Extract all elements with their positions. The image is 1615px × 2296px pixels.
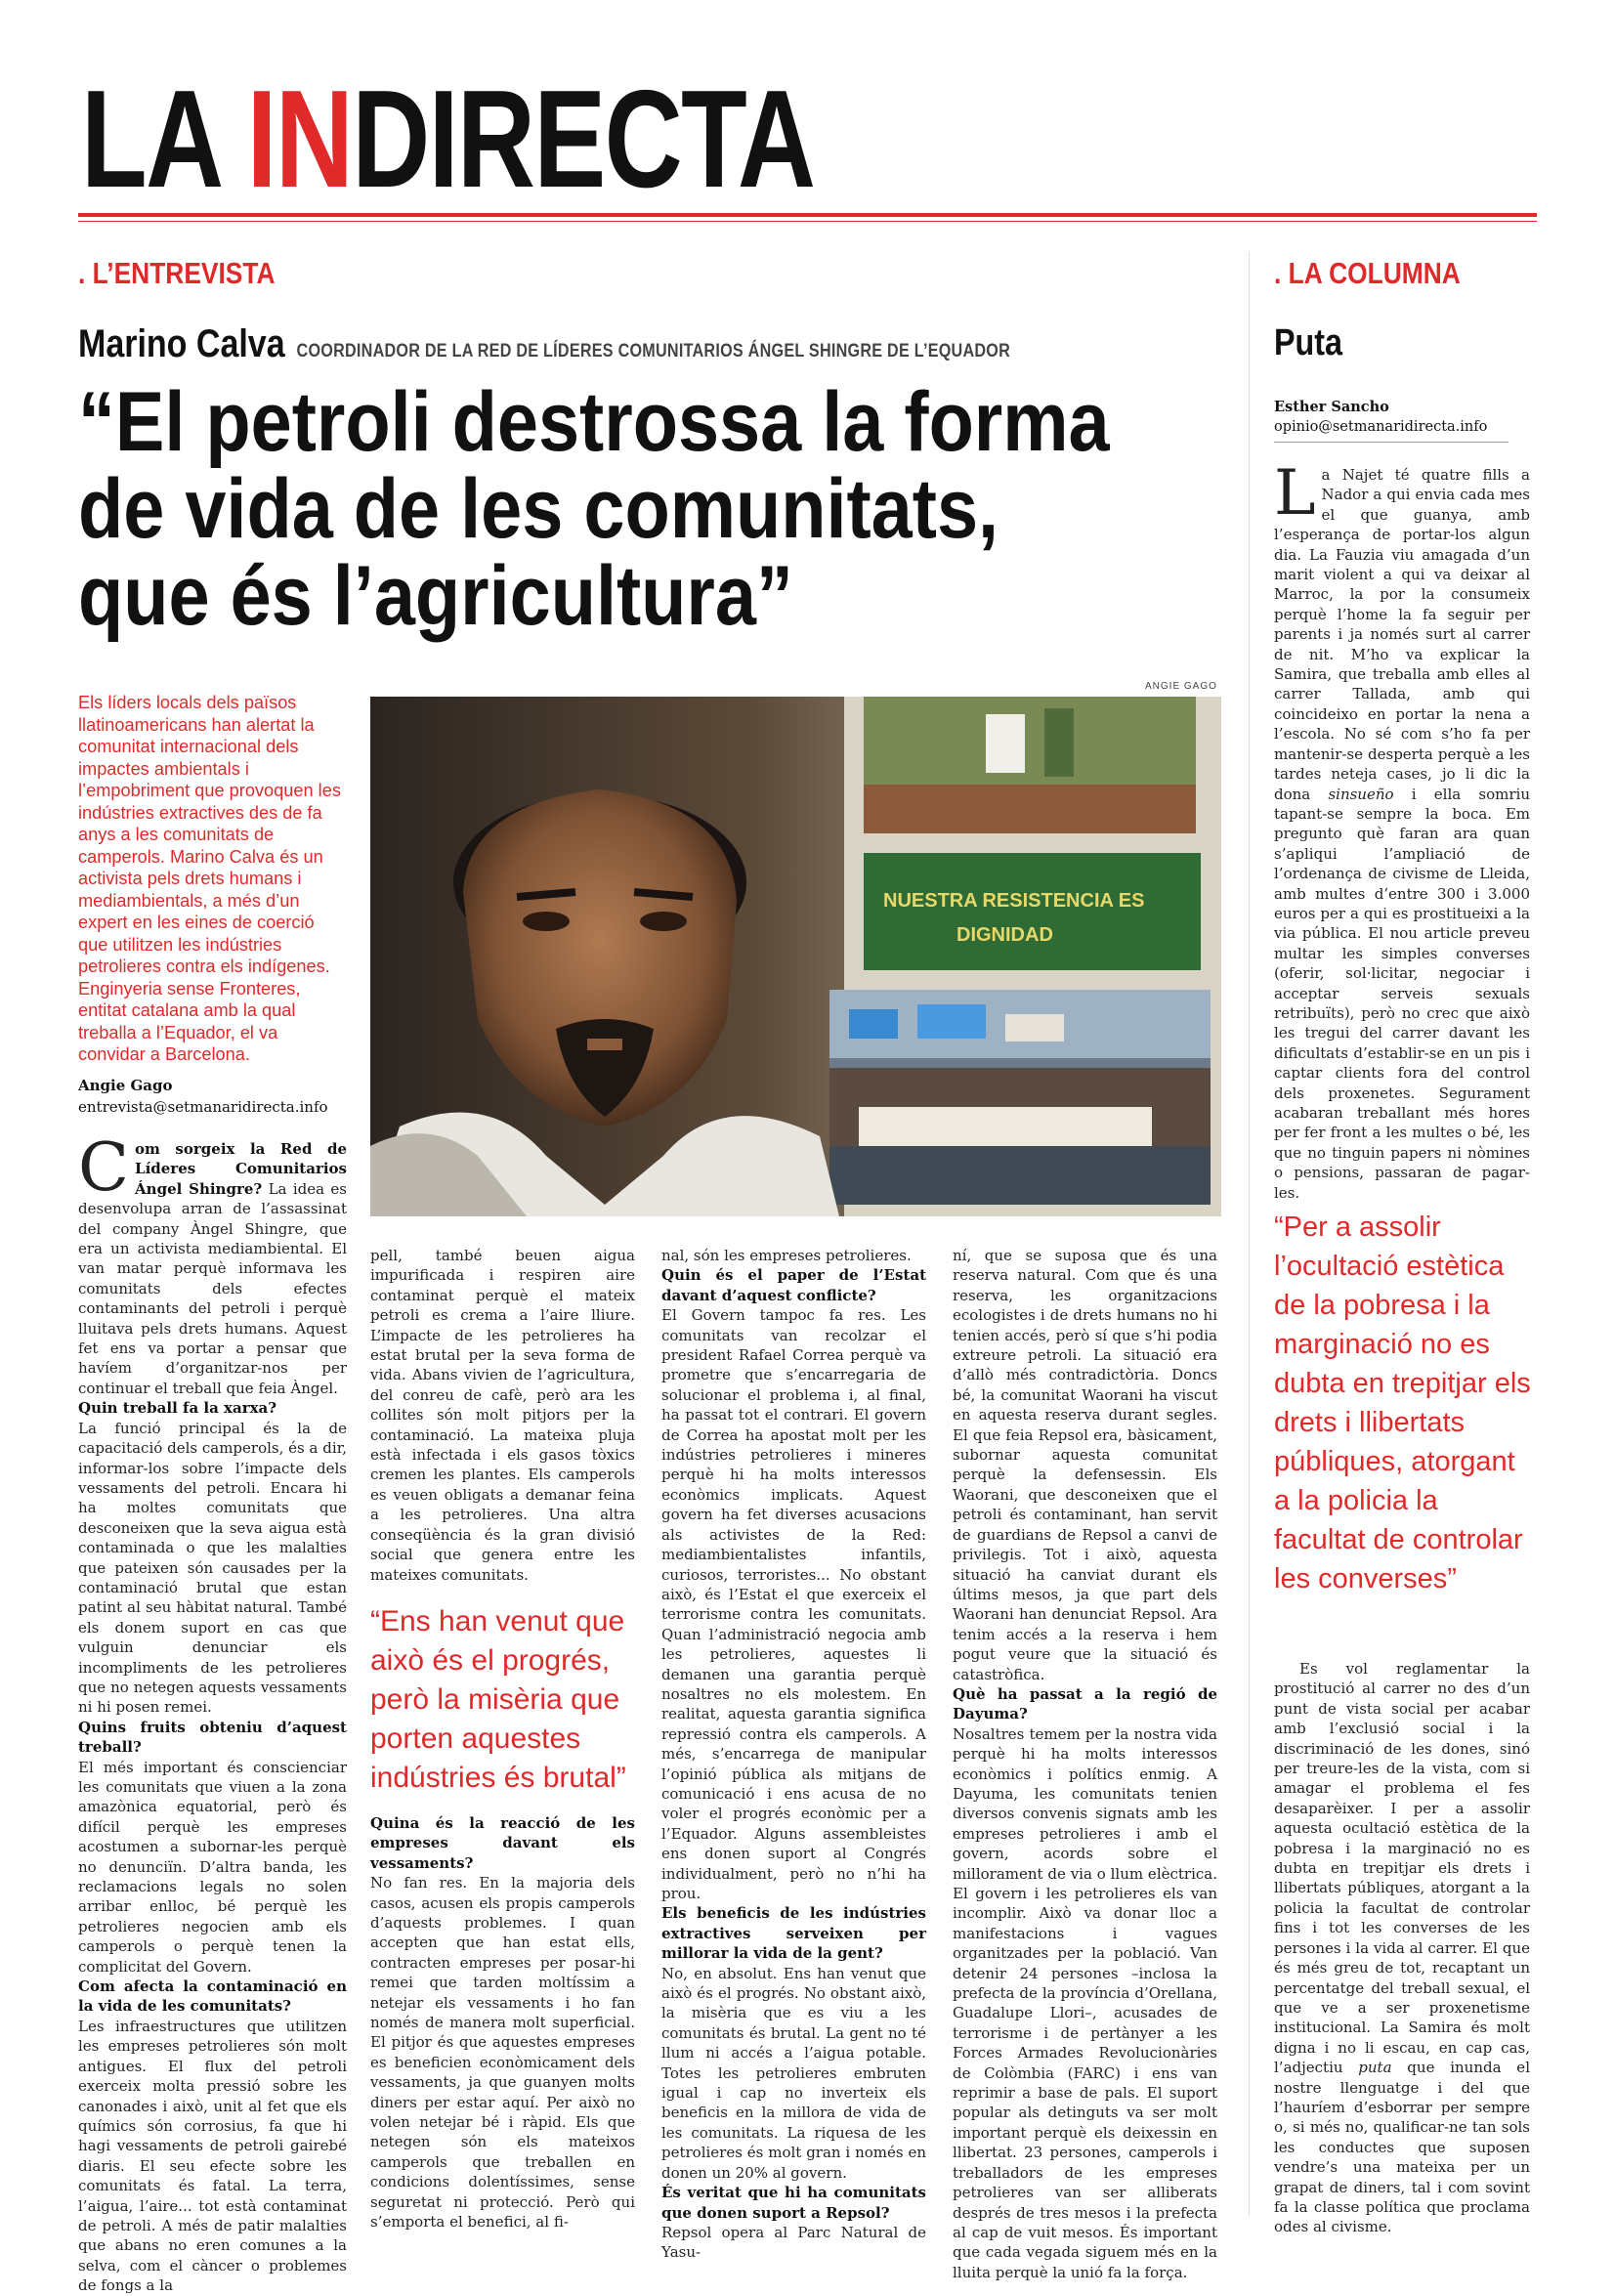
interviewee-name: Marino Calva [78,322,285,365]
answer: Repsol opera al Parc Natural de Yasu- [661,2223,926,2262]
answer: El Govern tampoc fa res. Les comunitats van recolzar el president Rafael Correa perquè va prometre que s’encarregaria de solucionar el problema i, al final, ha passat tot el contrari. El govern de Correa ha apostat molt per les indústries petrolieres i mineres perquè hi ha molts interessos econòmics implicats. Aquest govern ha fet diverses acusacions als activistes de la Red: mediambientalistes infantils, curiosos, terroristes... No obstant això, és l’Estat el que exerceix el terrorisme contra les comunitats. Quan l’administració negocia amb les petrolieres, aquestes li demanen una garantia perquè nosaltres no els molestem. En realitat, aquesta garantia significa repressió contra els camperols. A més, s’encarrega de manipular l’opinió pública als mitjans de comunicació i ens acusa de no voler el progrés econòmic per a l’Equador. Alguns assembleistes ens donen suport al Congrés individualment, però no n’hi ha prou. [661,1306,926,1902]
answer: El més important és conscienciar les comunitats que viuen a la zona amazònica equatorial, però és difícil perquè les empreses acostumen a subornar-les perquè no denunciïn. D’altra banda, les reclamacions legals no solen arribar enlloc, bé perquè les petrolieres negocien amb els camperols o perquè tenen la complicitat del Govern. [78,1758,347,1976]
interview-byline [78,1075,342,1118]
column-paragraph: que inunda el nostre llenguatge i del que l’hauríem d’esborrar per sempre o, si més no, qualificar-ne tan sols les conductes que suposen vendre’s una mateixa per un grapat de diners, tal i com sovint fa la classe política que proclama odes al civisme. [1274,2059,1530,2236]
column-emphasis: sinsueño [1328,785,1394,803]
column-emphasis: puta [1358,2059,1392,2077]
headline: “El petroli destrossa la forma de vida de les comunitats, que és l’agricultura” [78,375,1110,643]
column-paragraph: a Najet té quatre fills a Nador a qui envia cada mes el que guanya, amb l’esperança de portar-los algun dia. La Fauzia viu amagada d’un marit violent a qui va deixar al Marroc, la por la consumeix perquè l’home la fa seguir per parents i ja només surt al carrer de nit. M’ho va explicar la Samira, que treballa amb elles al carrer Tallada, amb qui coincideixo en portar la nena a l’escola. No sé com s’ho fa per mantenir-se desperta perquè a les tardes neteja cases, jo li dic la dona [1274,466,1530,803]
answer: No, en absolut. Ens han venut que això és el progrés. No obstant això, la misèria que es viu a les comunitats és brutal. La gent no té llum ni accés a l’aigua potable. Totes les petrolieres embruten igual i cap no inverteix els beneficis en la millora de vida de les comunitats. La riquesa de les petrolieres és molt gran i només en donen un 20% al govern. [661,1964,926,2182]
answer: La funció principal és la de capacitació dels camperols, és a dir, informar-los sobre l’impacte dels vessaments del petroli. Encara hi ha moltes comunitats que desconeixen que la seva aigua està contaminada o que les malalties que pateixen són causades per la contaminació brutal que estan patint al seu hàbitat natural. També els donem suport en cas que vulguin denunciar els incompliments de les petrolieres que no netegen aquests vessaments ni hi posen remei. [78,1419,347,1717]
column-byline [1274,397,1509,443]
column-body-2 [1274,1659,1530,2237]
question: Quin treball fa la xarxa? [78,1399,277,1418]
byline-name: Angie Gago [78,1077,173,1094]
column-divider [1249,252,1250,2216]
section-label-column: . LA COLUMNA [1274,256,1461,290]
answer: La idea es desenvolupa arran de l’assassinat del company Àngel Shingre, que era un activista mediambiental. El van matar perquè informava les comunitats dels efectes contaminants del petroli i perquè lluitava pels drets humans. Aquest fet ens va portar a pensar que havíem d’organitzar-nos per continuar el treball que feia Àngel. [78,1179,347,1397]
interview-column-2 [370,1246,635,2232]
answer: nal, són les empreses petrolieres. [661,1247,912,1264]
question: Els beneficis de les indústries extractives serveixen per millorar la vida de la gent? [661,1904,926,1963]
photo-illustration [370,697,1221,1216]
column-paragraph: i ella somriu tapant-se sempre la boca. Em pregunto què faran ara quan s’apliqui l’ampliació de l’ordenança de civisme de Lleida, amb multes d’entre 300 i 3.000 euros per a qui es prostitueixi a la via pública. El nou article preveu multar les simples converses (oferir, sol·licitar, negociar i acceptar serveis sexuals retribuïts), però no crec que això les tregui del carrer davant les dificultats d’establir-se en un pis i captar clients fora del control dels proxenetes. Segurament acabaran treballant més hores per fer front a les multes o bé, les que no tinguin papers ni nòmines o pensions, passaran de pagar-les. [1274,785,1530,1202]
pull-quote: “Ens han venut que això és el progrés, però la misèria que porten aquestes indústries és brutal” [370,1604,626,1794]
column-author: Esther Sancho [1274,399,1389,415]
photo-banner-line2: DIGNIDAD [956,924,1053,946]
interview-column-4 [953,1246,1217,2282]
question: Quin és el paper de l’Estat davant d’aquest conflicte? [661,1266,926,1304]
answer: ní, que se suposa que és una reserva natural. Com que és una reserva, les organitzacions ecologistes i de drets humans no hi tenien accés, però sí que s’hi podia extreure petroli. La situació era d’allò més contradictòria. Doncs bé, la comunitat Waorani ha viscut en aquesta reserva durant segles. El que feia Repsol era, bàsicament, subornar aquesta comunitat perquè la defensessin. Els Waorani, que desconeixen que el petroli és contaminant, han servit de guardians de Repsol a canvi de privilegis. Tot i això, aquesta situació ha canviat durant els últims mesos, ja que part dels Waorani han denunciat Repsol. Ara tenim accés a la reserva i hem pogut veure que la situació és catastròfica. [953,1247,1217,1683]
masthead-rule-thin [78,221,1537,222]
answer: Nosaltres temem per la nostra vida perquè hi ha molts interessos econòmics i polítics enmig. A Dayuma, les comunitats tenien diversos convenis signats amb les empreses petrolieres i amb el govern, acords sobre el millorament de via o llum elèctrica. El govern i les petrolieres els van incomplir. Això va donar lloc a manifestacions i vagues organitzades per la població. Van detenir 24 persones –inclosa la prefecta de la província d’Orellana, Guadalupe Llori–, acusades de terrorisme i de pertànyer a les Forces Armades Revolucionàries de Colòmbia (FARC) i ens van reprimir a base de pals. El suport popular als detinguts va ser molt important perquè els deixessin en llibertat. 23 persones, camperols i treballadors de les empreses petrolieres van ser alliberats després de tres mesos i la prefecta al cap de vuit mesos. És important que cada vegada siguem més en la lluita perquè la unió fa la força. [953,1724,1217,2281]
question: Què ha passat a la regió de Dayuma? [953,1684,1217,1723]
question: És veritat que hi ha comunitats que donen suport a Repsol? [661,2184,926,2222]
masthead-logo: LA INDIRECTA [81,62,815,217]
interview-photo [370,697,1221,1216]
dropcap-l: L [1274,457,1316,530]
masthead-rule [78,213,1537,217]
photo-credit: ANGIE GAGO [1145,681,1217,692]
column-body-1 [1274,457,1530,1203]
question: Quins fruits obteniu d’aquest treball? [78,1718,347,1757]
column-title: Puta [1274,322,1343,363]
answer: pell, també beuen aigua impurificada i respiren aire contaminat perquè el mateix petroli es crema a l’aire lliure. L’impacte de les petrolieres ha estat brutal per la seva forma de vida. Abans vivien de l’agricultura, del conreu de cafè, però ara les collites són molt pitjors per la contaminació. La mateixa pluja està infectada i els gasos tòxics cremen les plantes. Els camperols es veuen obligats a demanar feina a les petrolieres. Una altra conseqüència és la gran divisió social que genera entre les mateixes comunitats. [370,1247,635,1584]
question: Com afecta la contaminació en la vida de les comunitats? [78,1977,347,2016]
answer: Les infraestructures que utilitzen les empreses petrolieres són molt antigues. El flux del petroli exerceix molta pressió sobre les canonades i això, unit al fet que els químics són corrosius, fa que hi hagi vessaments de petroli gairebé diaris. El seu efecte sobre les comunitats és fatal. La terra, l’aigua, l’aire... tot està contaminat de petroli. A més de patir malalties que abans no eren comunes a la selva, com el càncer o problemes de fongs a la [78,2017,347,2295]
interview-column-3 [661,1246,926,2263]
question: Quina és la reacció de les empreses davant els vessaments? [370,1813,635,1872]
section-label-interview: . L’ENTREVISTA [78,256,276,290]
interview-column-1 [78,1129,347,2296]
answer: No fan res. En la majoria dels casos, acusen els propis camperols d’aquests problemes. I quan accepten que han estat ells, contracten empreses per posar-hi remei que tarden moltíssim a netejar els vessaments i ho fan només de manera molt superficial. El pitjor és que aquestes empreses es beneficien econòmicament dels vessaments, ja que guanyen molts diners per estar aquí. Per això no volen netejar bé i ràpid. Els que netegen són els mateixos camperols que treballen en condicions dolentíssimes, sense seguretat ni protecció. Però qui s’emporta el benefici, al fi- [370,1874,635,2232]
column-pull-quote: “Per a assolir l’ocultació estètica de la pobresa i la marginació no es dubta en trepitjar els drets i llibertats públiques, atorgant a la policia la facultat de controlar les converses” [1274,1212,1531,1594]
question: om sorgeix la Red de Líderes Comunitarios Ángel Shingre? [135,1140,347,1198]
byline-email[interactable]: entrevista@setmanaridirecta.info [78,1098,328,1116]
interviewee-heading [78,322,1010,366]
dropcap-c: C [78,1129,130,1207]
column-email[interactable]: opinio@setmanaridirecta.info [1274,419,1488,435]
photo-banner-line1: NUESTRA RESISTENCIA ES [883,890,1145,912]
column-paragraph: Es vol reglamentar la prostitució al carrer no des d’un punt de vista social per acabar amb l’exclusió social i la discriminació de les dones, sinó per treure-les de la vista, com si amagar el problema el fes desaparèixer. I per a assolir aquesta ocultació estètica de la pobresa i la marginació no es dubta en trepitjar els drets i llibertats públiques, atorgant a la policia la facultat de controlar fins i tot les converses de les persones i la vida al carrer. El que és més greu de tot, recaptant un percentatge del treball sexual, el que ve a ser proxenetisme institucional. La Samira és molt digna i no li escau, en cap cas, l’adjectiu [1274,1660,1530,2077]
intro-text: Els líders locals dels països llatinoamericans han alertat la comunitat internacional dels impactes ambientals i l’empobriment que provoquen les indústries extractives des de fa anys a les comunitats de camperols. Marino Calva és un activista pels drets humans i mediambientals, a més d’un expert en les eines de coerció que utilitzen les indústries petrolieres contra els indígenes. Enginyeria sense Fronteres, entitat catalana amb la qual treballa a l’Equador, el va convidar a Barcelona. [78,693,341,1064]
interviewee-role: COORDINADOR DE LA RED DE LÍDERES COMUNITARIOS ÁNGEL SHINGRE DE L’EQUADOR [296,341,1011,361]
